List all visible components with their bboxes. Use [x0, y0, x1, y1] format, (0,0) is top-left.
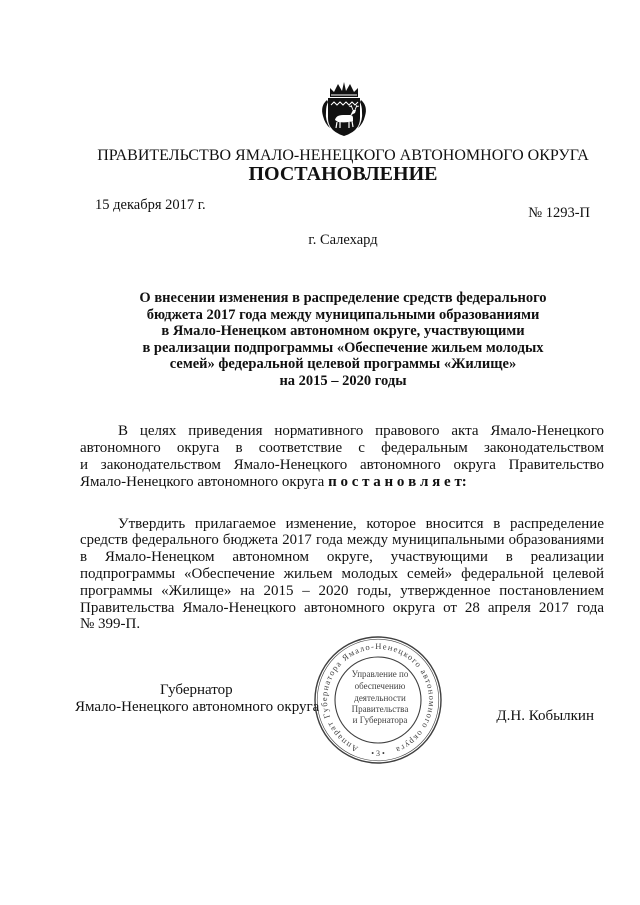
paragraph-line [80, 532, 604, 549]
document-number: № 1293-П [528, 205, 590, 221]
title-line: О внесении изменения в распределение средств федерального [139, 290, 547, 306]
paragraph-line-text: и законодательством Ямало-Ненецкого автономного округа Правительство [80, 456, 604, 473]
paragraph-line [80, 566, 604, 583]
stamp-ring-text: Аппарат Губернатора Ямало-Ненецкого автономного округа [318, 640, 438, 756]
title-line: бюджета 2017 года между муниципальными образованиями [146, 306, 540, 323]
paragraph-line [80, 583, 604, 600]
paragraph-line [80, 440, 604, 457]
paragraph-line-text: в Ямало-Ненецком автономном округе, участвующими в реализации [80, 548, 604, 565]
coat-of-arms-icon [314, 80, 374, 138]
paragraph-line-text: № 399-П. [80, 615, 141, 632]
paragraph-line [80, 457, 604, 474]
paragraph-line [80, 549, 604, 566]
paragraph-line [80, 600, 604, 617]
stamp-ring-mark: • 3 • [371, 749, 385, 758]
title-line: на 2015 – 2020 годы [279, 372, 407, 389]
paragraph-line-text: автономного округа в соответствие с федеральным законодательством [80, 439, 604, 456]
paragraph-line [80, 616, 140, 633]
paragraph-line-text: Ямало-Ненецкого автономного округа [80, 473, 325, 490]
paragraph-line [118, 423, 604, 440]
paragraph-line [118, 516, 604, 533]
paragraph-line-text: В целях приведения нормативного правового акта Ямало-Ненецкого [118, 422, 604, 439]
stamp-inner-line: Правительства [351, 704, 409, 714]
paragraph-line-text: подпрограммы «Обеспечение жильем молодых семей» федеральной целевой [80, 565, 604, 582]
title-line: в Ямало-Ненецком автономном округе, участвующими [161, 323, 525, 339]
document-type: ПОСТАНОВЛЕНИЕ [248, 163, 438, 185]
paragraph-line-text: программы «Жилище» на 2015 – 2020 годы, утвержденное постановлением [80, 582, 604, 599]
signatory-name: Д.Н. Кобылкин [496, 707, 594, 724]
stamp-inner-line: обеспечению [354, 681, 406, 691]
stamp-inner-line: деятельности [354, 693, 406, 703]
stamp-inner-line: и Губернатора [352, 715, 408, 725]
round-seal-icon [313, 635, 443, 765]
stamp-inner-line: Управление по [351, 669, 409, 679]
title-line: в реализации подпрограммы «Обеспечение жильем молодых [142, 339, 544, 356]
document-date: 15 декабря 2017 г. [95, 197, 206, 213]
signatory-position: Ямало-Ненецкого автономного округа [75, 698, 320, 715]
paragraph-line [80, 474, 467, 491]
signatory-position: Губернатор [160, 681, 233, 698]
operative-word: п о с т а н о в л я е т: [328, 473, 467, 490]
paragraph-line-text: Утвердить прилагаемое изменение, которое вносится в распределение [118, 515, 604, 532]
paragraph-line-text: средств федерального бюджета 2017 года между муниципальными образованиями [80, 531, 604, 548]
paragraph-line-text: Правительства Ямало-Ненецкого автономного округа от 28 апреля 2017 года [80, 599, 604, 616]
document-place: г. Салехард [308, 232, 378, 248]
issuing-authority: ПРАВИТЕЛЬСТВО ЯМАЛО-НЕНЕЦКОГО АВТОНОМНОГО ОКРУГА [97, 147, 589, 164]
title-line: семей» федеральной целевой программы «Жилище» [169, 356, 517, 372]
